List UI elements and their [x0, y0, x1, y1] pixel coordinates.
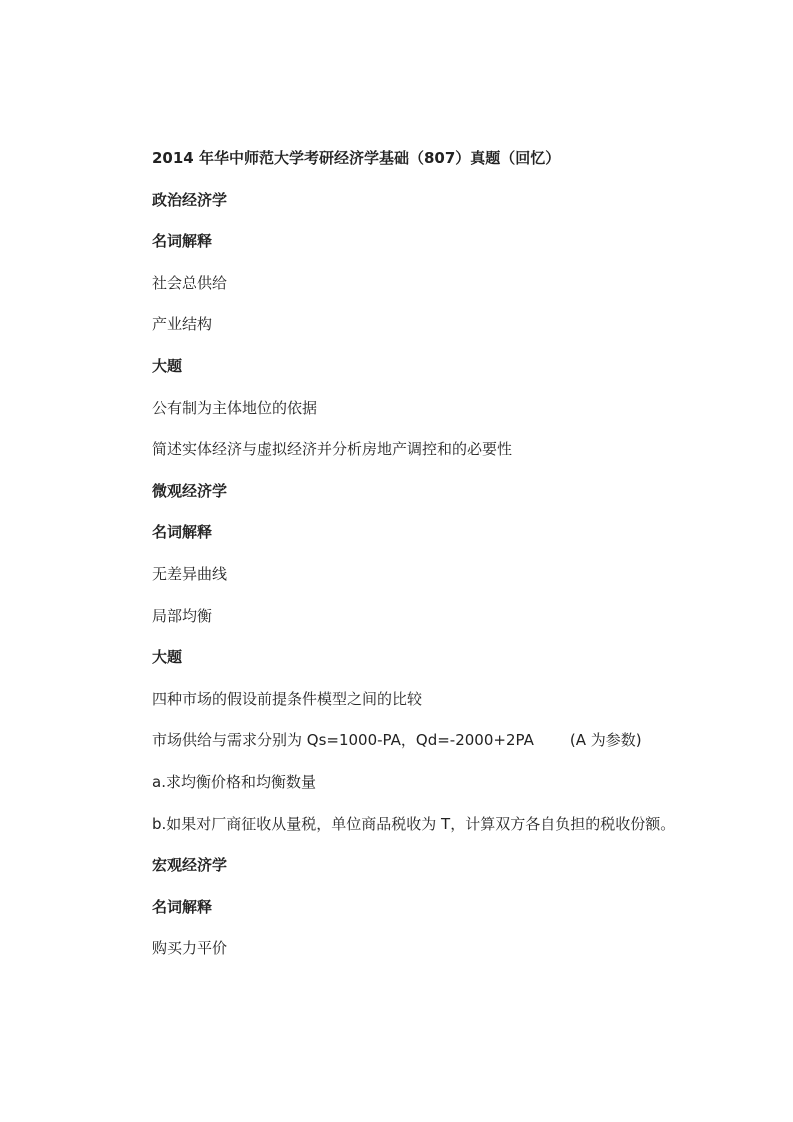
subheading: 名词解释	[152, 523, 213, 542]
section-heading: 微观经济学	[152, 481, 228, 500]
question-note: (A 为参数)	[569, 731, 642, 750]
term: 局部均衡	[152, 606, 213, 625]
question: 四种市场的假设前提条件模型之间的比较	[152, 689, 423, 708]
subheading: 名词解释	[152, 232, 213, 251]
term: 无差异曲线	[152, 564, 228, 583]
document-title: 2014 年华中师范大学考研经济学基础（807）真题（回忆）	[152, 149, 561, 167]
question: 简述实体经济与虚拟经济并分析房地产调控和的必要性	[152, 440, 513, 459]
question	[120, 720, 682, 762]
term: 社会总供给	[152, 273, 228, 292]
document-body	[120, 138, 682, 970]
subheading: 名词解释	[152, 897, 213, 916]
question-part: a.求均衡价格和均衡数量	[152, 772, 316, 791]
term: 购买力平价	[152, 939, 228, 958]
question-text: 市场供给与需求分别为 Qs=1000-PA，Qd=-2000+2PA	[152, 731, 534, 750]
subheading: 大题	[152, 648, 183, 667]
question: 公有制为主体地位的依据	[152, 398, 318, 417]
question-part: b.如果对厂商征收从量税，单位商品税收为 T，计算双方各自负担的税收份额。	[152, 814, 676, 833]
section-heading: 政治经济学	[152, 190, 228, 209]
term: 产业结构	[152, 315, 213, 334]
section-heading: 宏观经济学	[152, 856, 228, 875]
subheading: 大题	[152, 356, 183, 375]
